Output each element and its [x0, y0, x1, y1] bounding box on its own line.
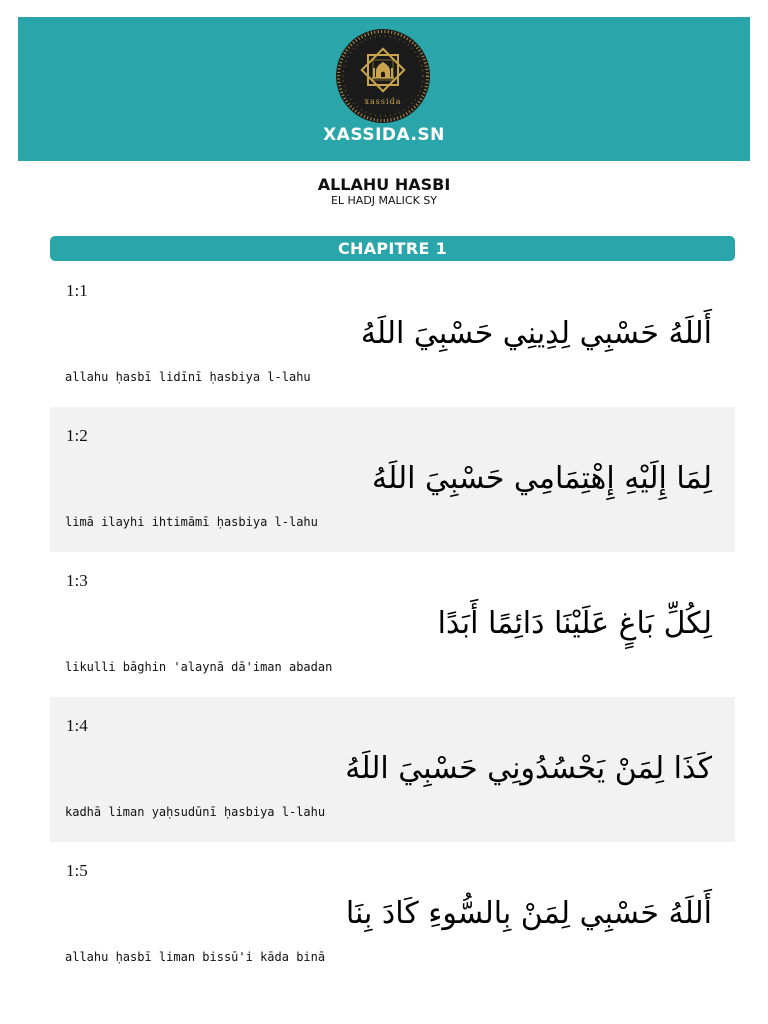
site-header	[18, 17, 750, 161]
verse-arabic: أَللَهُ حَسْبِي لِدِينِي حَسْبِيَ اللَهُ	[360, 316, 712, 351]
verse-block	[50, 407, 735, 552]
verse-block	[50, 697, 735, 842]
verse-arabic: لِكُلِّ بَاغٍ عَلَيْنَا دَائِمًا أَبَدًا	[437, 606, 712, 641]
chapter-label: CHAPITRE 1	[337, 239, 448, 258]
chapter-header	[50, 236, 735, 261]
verse-transliteration: allahu ḥasbī lidīnī ḥasbiya l-lahu	[65, 370, 311, 384]
site-name[interactable]: XASSIDA.SN	[323, 125, 445, 145]
page-title: ALLAHU HASBI	[317, 175, 451, 194]
verse-number: 1:4	[66, 716, 88, 735]
octagram-mosque-icon	[362, 49, 404, 91]
verse-transliteration: allahu ḥasbī liman bissū'i kāda binā	[65, 950, 326, 964]
verse-list	[50, 262, 735, 987]
verse-number: 1:3	[66, 571, 88, 590]
logo-wordmark: xassida	[364, 97, 402, 106]
verse-block	[50, 552, 735, 697]
site-logo[interactable]	[335, 28, 431, 124]
verse-transliteration: kadhā liman yaḥsudūnī ḥasbiya l-lahu	[65, 805, 326, 819]
verse-arabic: كَذَا لِمَنْ يَحْسُدُونِي حَسْبِيَ اللَهُ	[345, 751, 712, 786]
verse-transliteration: limā ilayhi ihtimāmī ḥasbiya l-lahu	[65, 515, 318, 529]
verse-block	[50, 842, 735, 987]
logo-emblem	[335, 28, 431, 124]
verse-arabic: أَللَهُ حَسْبِي لِمَنْ بِالسُّوءِ كَادَ بِنَا	[345, 896, 712, 931]
verse-block	[50, 262, 735, 407]
verse-number: 1:2	[66, 426, 88, 445]
author-name: EL HADJ MALICK SY	[330, 194, 438, 207]
verse-transliteration: likulli bāghin 'alaynā dā'iman abadan	[65, 660, 333, 674]
verse-number: 1:1	[66, 281, 88, 300]
verse-arabic: لِمَا إِلَيْهِ إِهْتِمَامِي حَسْبِيَ اللَهُ	[371, 461, 712, 496]
verse-number: 1:5	[66, 861, 88, 880]
